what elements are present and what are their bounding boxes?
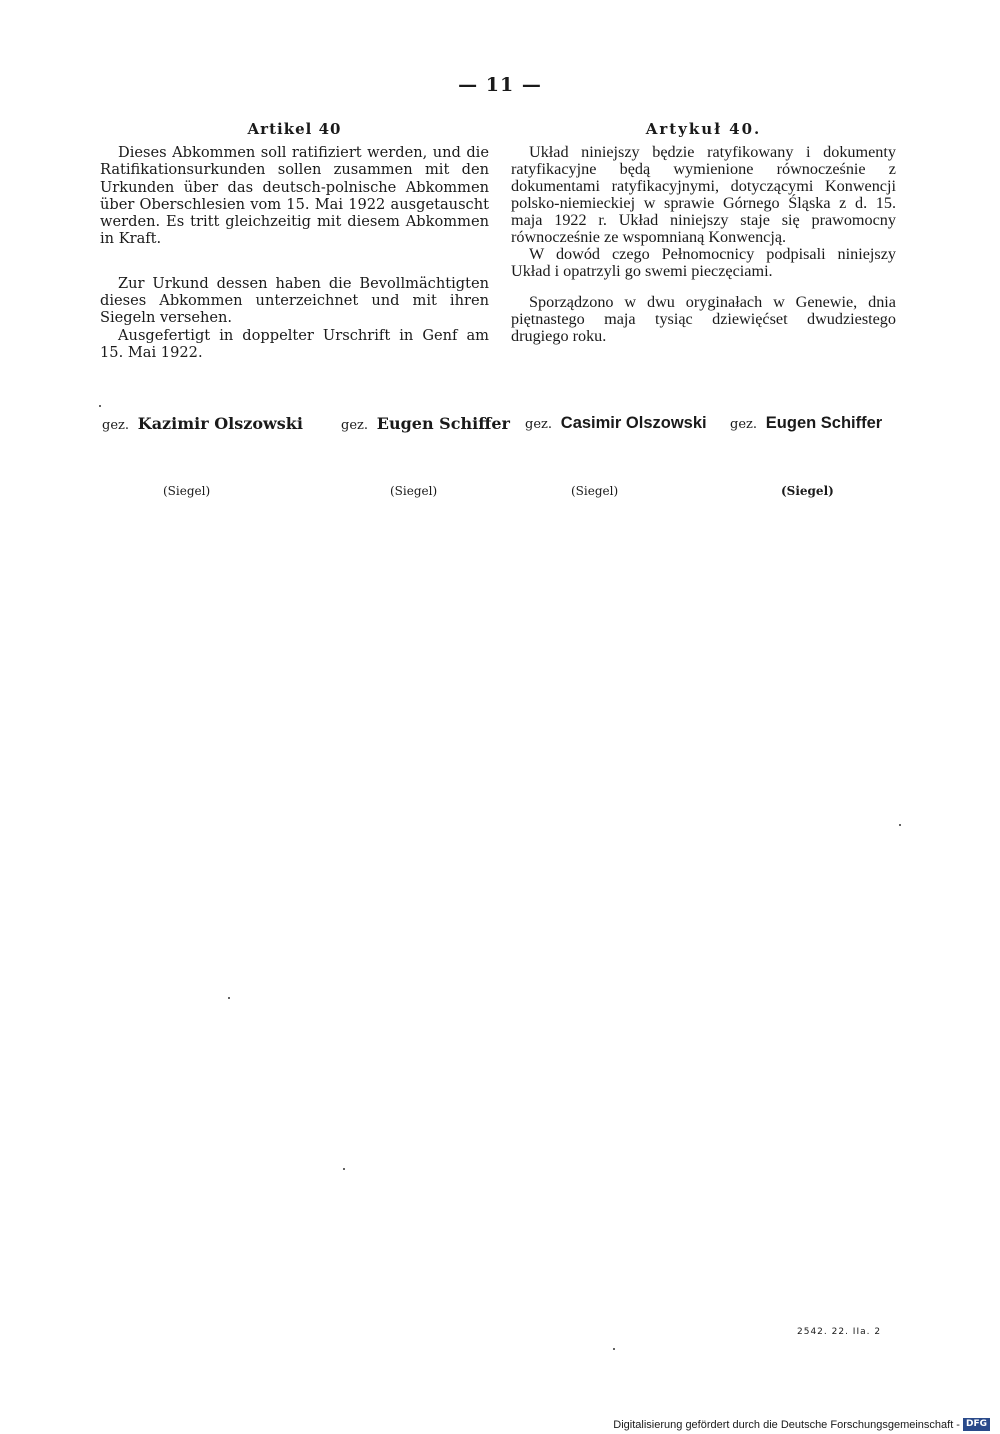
print-speck	[613, 1348, 615, 1350]
signature-prefix: gez.	[341, 418, 368, 433]
german-article-title: Artikel 40	[247, 120, 342, 138]
seal-label: (Siegel)	[571, 484, 619, 498]
signature-2	[341, 414, 510, 433]
seal-label: (Siegel)	[163, 484, 211, 498]
print-speck	[343, 1168, 345, 1170]
dfg-credit-line	[613, 1418, 990, 1431]
signature-name: Kazimir Olszowski	[137, 414, 303, 433]
signature-3	[525, 414, 707, 433]
signature-prefix: gez.	[102, 418, 129, 433]
seal-label: (Siegel)	[390, 484, 438, 498]
dfg-credit-text: Digitalisierung gefördert durch die Deutsche Forschungsgemeinschaft -	[613, 1418, 960, 1431]
signature-name: Casimir Olszowski	[560, 414, 707, 432]
signature-1	[102, 414, 303, 433]
page-number: — 11 —	[458, 74, 542, 96]
polish-article-title: Artykuł 40.	[645, 120, 762, 138]
print-speck	[228, 997, 230, 999]
signature-prefix: gez.	[525, 417, 552, 432]
signature-4	[730, 414, 882, 433]
signature-prefix: gez.	[730, 417, 757, 432]
signature-name: Eugen Schiffer	[376, 414, 510, 433]
german-paragraph-done: Ausgefertigt in doppelter Urschrift in Genf am 15. Mai 1922.	[100, 326, 489, 361]
polish-paragraph-witness: W dowód czego Pełnomocnicy podpisali niniejszy Układ i opatrzyli go swemi pieczęciami.	[511, 245, 896, 280]
german-paragraph-ratification: Dieses Abkommen soll ratifiziert werden, und die Ratifikationsurkunden sollen zusammen mit den Urkunden über das deutsch-polnische Abkommen über Oberschlesien vom 15. Mai 1922 ausgetauscht werden. Es tritt gleichzeitig mit diesem Abkommen in Kraft.	[100, 144, 489, 248]
print-speck	[99, 405, 101, 407]
german-paragraph-witness: Zur Urkund dessen haben die Bevollmächtigten dieses Abkommen unterzeichnet und mit ihren Siegeln versehen.	[100, 274, 489, 327]
seal-label: (Siegel)	[781, 484, 834, 498]
polish-paragraph-ratification: Układ niniejszy będzie ratyfikowany i dokumenty ratyfikacyjne będą wymienione równocześnie z dokumentami ratyfikacyjnymi, dotyczącymi Konwencji polsko-niemieckiej w sprawie Górnego Śląska z d. 15. maja 1922 r. Układ niniejszy staje się prawomocny równocześnie ze wspomnianą Konwencją.	[511, 143, 896, 246]
polish-paragraph-done: Sporządzono w dwu oryginałach w Genewie, dnia piętnastego maja tysiąc dziewięćset dwudziestego drugiego roku.	[511, 293, 896, 345]
german-column	[100, 120, 489, 361]
dfg-logo: DFG	[963, 1418, 990, 1431]
signature-name: Eugen Schiffer	[765, 414, 883, 432]
footer-print-code: 2542. 22. IIa. 2	[797, 1327, 882, 1337]
print-speck	[899, 824, 901, 826]
polish-column	[511, 120, 896, 345]
